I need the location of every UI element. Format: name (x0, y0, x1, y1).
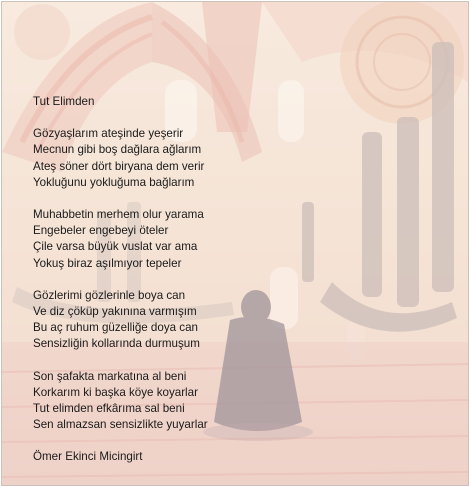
poem-line: Muhabbetin merhem olur yarama (33, 208, 204, 222)
poem-line: Gözlerimi gözlerinle boya can (33, 288, 186, 302)
poem-line: Engebeler engebeyi öteler (33, 224, 169, 238)
poem-line: Yokluğunu yokluğuma bağlarım (33, 175, 195, 189)
stanza-3 (33, 288, 353, 353)
poem-line: Ateş söner dört biryana dem verir (33, 159, 205, 173)
poem (33, 94, 353, 466)
poem-author: Ömer Ekinci Micingirt (33, 450, 143, 464)
poem-line: Korkarım ki başka köye koyarlar (33, 385, 198, 399)
poem-line: Son şafakta markatına al beni (33, 369, 187, 383)
poem-line: Sen almazsan sensizlikte yuyarlar (33, 418, 208, 432)
poem-line: Gözyaşlarım ateşinde yeşerir (33, 127, 184, 141)
poem-line: Yokuş biraz aşılmıyor tepeler (33, 256, 182, 270)
poem-title: Tut Elimden (33, 95, 95, 108)
stanza-4 (33, 369, 353, 434)
poem-line: Tut elimden efkârıma sal beni (33, 402, 185, 416)
stanza-1 (33, 126, 353, 191)
poem-line: Ve diz çöküp yakınına varmışım (33, 305, 197, 319)
poem-line: Sensizliğin kollarında durmuşum (33, 337, 200, 351)
poem-line: Bu aç ruhum güzelliğe doya can (33, 321, 198, 335)
stanza-2 (33, 207, 353, 272)
poem-line: Mecnun gibi boş dağlara ağlarım (33, 143, 202, 157)
poem-card (1, 1, 469, 486)
poem-line: Çile varsa büyük vuslat var ama (33, 240, 198, 254)
